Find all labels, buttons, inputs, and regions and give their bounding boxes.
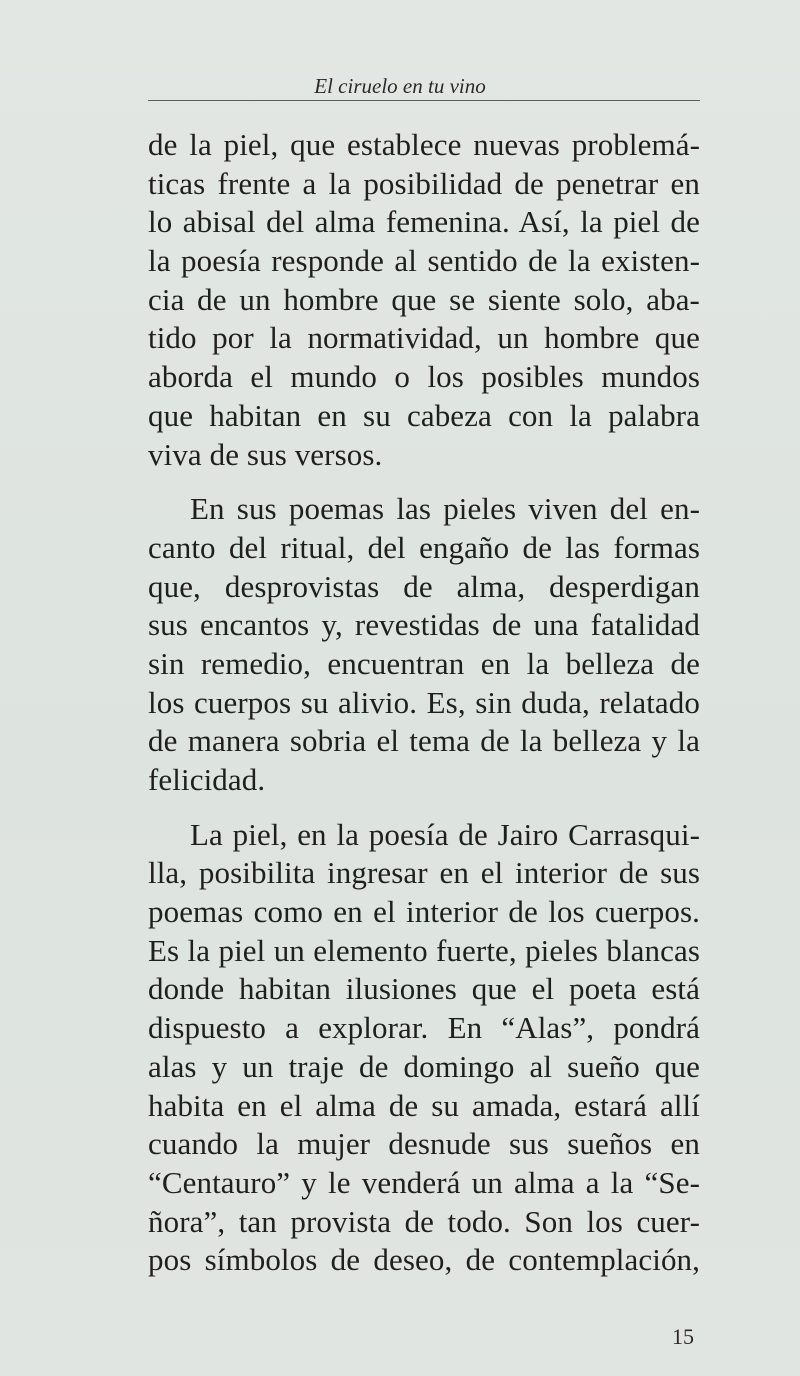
text-line: felicidad. (148, 762, 266, 797)
text-line: sus encantos y, revestidas de una fatalidad (148, 607, 700, 643)
paragraph-1 (148, 126, 700, 474)
text-line: viva de sus versos. (148, 436, 383, 472)
text-line: En sus poemas las pieles viven del en- (190, 491, 700, 527)
text-line: pos símbolos de deseo, de contemplación, (148, 1242, 700, 1278)
text-line: cia de un hombre que se siente solo, aba- (148, 281, 700, 317)
text-line: que habitan en su cabeza con la palabra (148, 397, 700, 433)
text-line: lo abisal del alma femenina. Así, la piel de (148, 204, 700, 240)
body-text (148, 126, 700, 1296)
text-line: cuando la mujer desnude sus sueños en (148, 1126, 700, 1162)
text-line: la poesía responde al sentido de la existen- (148, 243, 700, 279)
text-line: Es la piel un elemento fuerte, pieles blancas (148, 932, 700, 968)
text-line: sin remedio, encuentran en la belleza de (148, 645, 700, 681)
text-line: poemas como en el interior de los cuerpos. (148, 894, 700, 930)
text-line: de manera sobria el tema de la belleza y la (148, 723, 700, 759)
text-line: que, desprovistas de alma, desperdigan (148, 568, 700, 604)
text-line: La piel, en la poesía de Jairo Carrasqui- (190, 816, 700, 852)
text-line: ticas frente a la posibilidad de penetrar en (148, 165, 700, 201)
paragraph-3 (148, 816, 700, 1280)
running-header: El ciruelo en tu vino (314, 74, 486, 98)
text-line: canto del ritual, del engaño de las formas (148, 529, 700, 565)
text-line: habita en el alma de su amada, estará allí (148, 1087, 700, 1123)
text-line: “Centauro” y le venderá un alma a la “Se- (148, 1164, 700, 1200)
text-line: donde habitan ilusiones que el poeta está (148, 971, 700, 1007)
text-line: lla, posibilita ingresar en el interior de sus (148, 855, 700, 891)
text-line: aborda el mundo o los posibles mundos (148, 359, 700, 395)
page-number: 15 (672, 1324, 694, 1349)
text-line: alas y un traje de domingo al sueño que (148, 1048, 700, 1084)
paragraph-2 (148, 490, 700, 800)
text-line: los cuerpos su alivio. Es, sin duda, relatado (148, 684, 700, 720)
text-line: ñora”, tan provista de todo. Son los cuer- (148, 1203, 700, 1239)
text-line: de la piel, que establece nuevas problemá- (148, 127, 700, 162)
text-line: dispuesto a explorar. En “Alas”, pondrá (148, 1010, 700, 1046)
header-rule (148, 100, 700, 101)
text-line: tido por la normatividad, un hombre que (148, 320, 700, 356)
